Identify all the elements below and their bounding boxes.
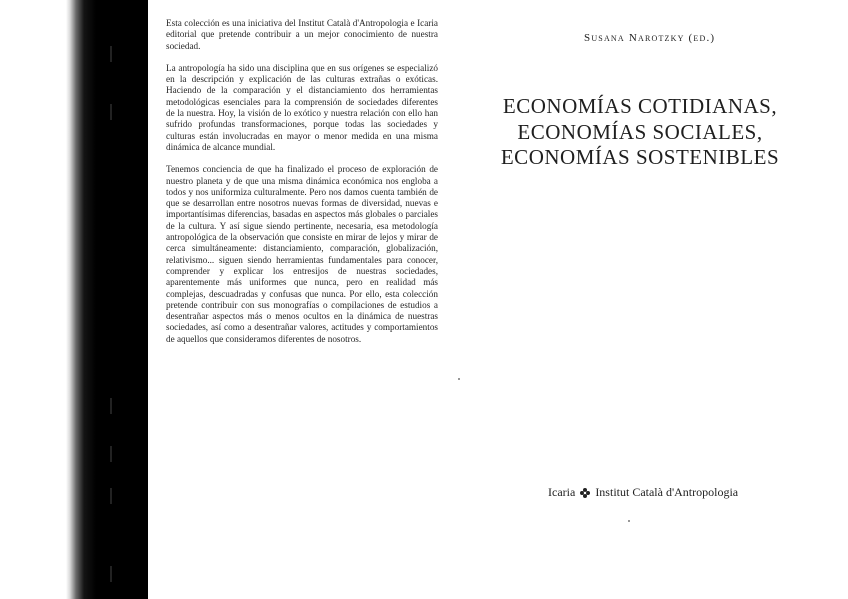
book-title-line: ECONOMÍAS COTIDIANAS,: [502, 94, 778, 118]
scan-mark: [110, 446, 112, 462]
book-title-line: ECONOMÍAS SOSTENIBLES: [500, 145, 780, 169]
flower-icon: [579, 487, 591, 499]
publisher-icaria: Icaria: [548, 485, 576, 499]
back-cover-paragraph: Tenemos conciencia de que ha finalizado el proceso de exploración de nuestro planeta y de que una misma dinámica económica nos engloba a todos y nos uniformiza culturalmente. Pero nos damos cuenta también de que se desarrollan entre nosotros nuevas formas de diversidad, nuevas e importantísimas diferencias, basadas en aspectos más globales o parciales de la cultura. Y así sigue siendo pertinente, necesaria, esa metodología antropológica de la observación que consiste en mirar de lejos y mirar de cerca simultáneamente: distanciamiento, comparación, globalización, relativismo... siguen siendo herramientas fundamentales para conocer, comprender y explicar los entresijos de nuestras sociedades, aparentemente más uniformes que nunca, pero en realidad más complejas, descuadradas y confusas que nunca. Por ello, esta colección pretende contribuir con sus monografías o compilaciones de estudios a desentrañar aspectos más o menos ocultos en la dinámica de nuestras sociedades, así como a desentrañar valores, actitudes y comportamientos de aquellos que consideramos diferentes de nosotros.: [166, 164, 438, 344]
back-cover-paragraph: Esta colección es una iniciativa del Institut Català d'Antropologia e Icaria editorial que pretende contribuir a un mejor conocimiento de nuestra sociedad.: [166, 18, 438, 51]
book-title: [490, 94, 790, 171]
book-title-line: ECONOMÍAS SOCIALES,: [517, 119, 763, 144]
scan-mark: [110, 398, 112, 414]
publisher-line: [548, 485, 738, 500]
scan-mark: [110, 566, 112, 582]
scan-mark: [110, 46, 112, 62]
book-spine: [0, 0, 148, 599]
back-cover-paragraph: La antropología ha sido una disciplina que en sus orígenes se especializó en la descripción y explicación de las culturas extrañas o exóticas. Haciendo de la comparación y el distanciamiento dos herramientas metodológicas esenciales para la comprensión de sociedades diferentes de la nuestra. Hoy, la visión de lo exótico y nuestra relación con ello han sufrido profundas transformaciones, porque todas las sociedades y culturas están involucradas en mayor o menor medida en una misma dinámica de alcance mundial.: [166, 62, 438, 152]
back-cover-text: [166, 18, 438, 345]
scan-speck: [628, 520, 630, 522]
scan-speck: [458, 378, 460, 380]
publisher-institut: Institut Català d'Antropologia: [595, 485, 739, 499]
scan-mark: [110, 104, 112, 120]
book-editor: Susana Narotzky (ed.): [584, 32, 716, 44]
scan-mark: [110, 488, 112, 504]
